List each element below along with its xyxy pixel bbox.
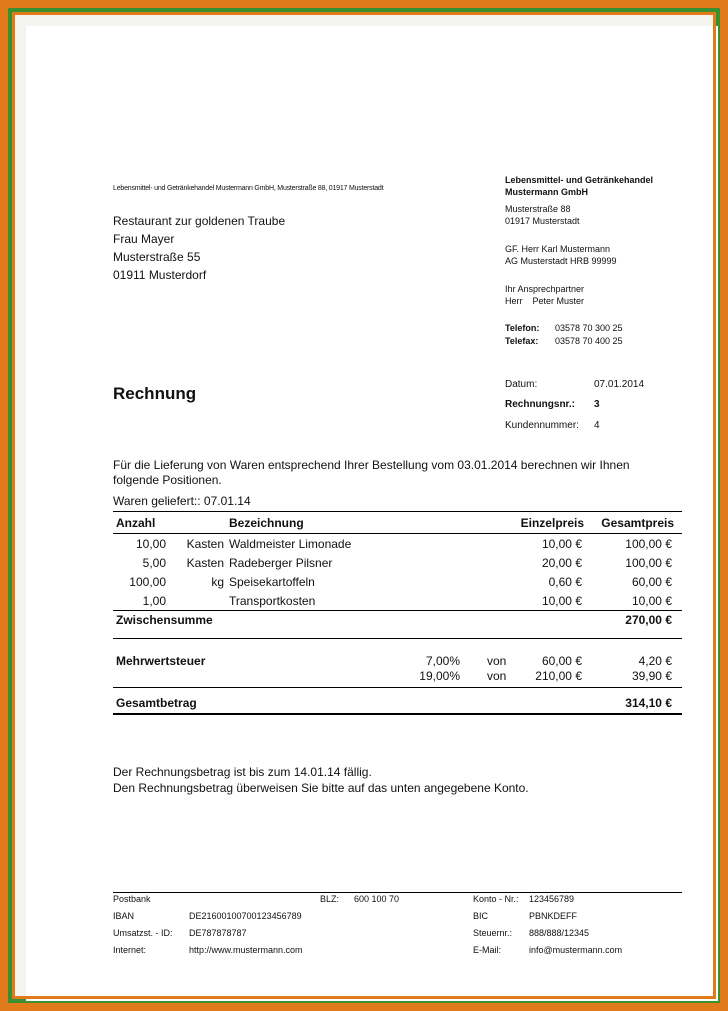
- vat-amount: 39,90 €: [631, 669, 672, 683]
- sender-line: Lebensmittel- und Getränkehandel Mustermann GmbH, Musterstraße 88, 01917 Musterstadt: [113, 185, 384, 192]
- row-unit: Kasten: [186, 556, 224, 570]
- vat-rate: 7,00%: [425, 654, 460, 668]
- contact-label: Ihr Ansprechpartner: [505, 284, 585, 294]
- iban-value: DE21600100700123456789: [189, 911, 302, 921]
- grand-total-double-line: [113, 713, 682, 715]
- invoice-number-value: 3: [594, 399, 600, 410]
- footer-line: [113, 892, 682, 893]
- grand-total-line: [113, 687, 682, 688]
- company-name: Lebensmittel- und Getränkehandel: [505, 175, 654, 185]
- tax-number-label: Steuernr.:: [473, 928, 513, 938]
- bank-name: Postbank: [113, 894, 151, 904]
- row-qty: 1,00: [142, 594, 166, 608]
- vat-line: [113, 638, 682, 639]
- konto-label: Konto - Nr.:: [473, 894, 519, 904]
- bic-value: PBNKDEFF: [529, 911, 578, 921]
- vat-label: Mehrwertsteuer: [116, 654, 206, 668]
- bic-label: BIC: [473, 911, 489, 921]
- intro-text: Für die Lieferung von Waren entsprechend Ihrer Bestellung vom 03.01.2014 berechnen wir Ihnen: [113, 458, 630, 472]
- row-qty: 5,00: [142, 556, 166, 570]
- intro-text: folgende Positionen.: [113, 473, 222, 487]
- email-link[interactable]: info@mustermann.com: [529, 945, 623, 955]
- subtotal-label: Zwischensumme: [116, 613, 213, 627]
- company-gf: GF. Herr Karl Mustermann: [505, 244, 611, 254]
- customer-number-value: 4: [594, 420, 600, 431]
- internet-label: Internet:: [113, 945, 147, 955]
- company-name: Mustermann GmbH: [505, 187, 589, 197]
- invoice-number-label: Rechnungsnr.:: [505, 399, 576, 410]
- phone-label: Telefon:: [505, 323, 540, 333]
- header-unit-price: Einzelpreis: [520, 516, 584, 530]
- header-line: [113, 533, 682, 534]
- internet-link[interactable]: http://www.mustermann.com: [189, 945, 303, 955]
- recipient-line: Musterstraße 55: [113, 250, 201, 264]
- email-label: E-Mail:: [473, 945, 502, 955]
- recipient-line: Frau Mayer: [113, 232, 175, 246]
- row-unit-price: 10,00 €: [541, 594, 582, 608]
- invoice-page: [26, 26, 718, 1001]
- vat-id-label: Umsatzst. - ID:: [113, 928, 173, 938]
- row-unit-price: 10,00 €: [541, 537, 582, 551]
- company-street: Musterstraße 88: [505, 204, 571, 214]
- row-description: Waldmeister Limonade: [229, 537, 352, 551]
- vat-von: von: [487, 654, 507, 668]
- row-qty: 10,00: [135, 537, 166, 551]
- delivery-date: Waren geliefert:: 07.01.14: [113, 494, 251, 508]
- tax-number-value: 888/888/12345: [529, 928, 590, 938]
- row-unit-price: 0,60 €: [548, 575, 582, 589]
- fax-value: 03578 70 400 25: [555, 336, 623, 346]
- subtotal-value: 270,00 €: [625, 613, 672, 627]
- row-description: Transportkosten: [229, 594, 316, 608]
- header-qty: Anzahl: [116, 516, 156, 530]
- row-description: Speisekartoffeln: [229, 575, 315, 589]
- company-city: 01917 Musterstadt: [505, 216, 580, 226]
- header-description: Bezeichnung: [229, 516, 304, 530]
- date-value: 07.01.2014: [594, 379, 645, 390]
- transfer-text: Den Rechnungsbetrag überweisen Sie bitte auf das unten angegebene Konto.: [113, 781, 529, 795]
- vat-rate: 19,00%: [419, 669, 460, 683]
- company-ag: AG Musterstadt HRB 99999: [505, 256, 617, 266]
- blz-value: 600 100 70: [354, 894, 400, 904]
- grand-total-value: 314,10 €: [625, 696, 672, 710]
- konto-value: 123456789: [529, 894, 575, 904]
- row-qty: 100,00: [129, 575, 166, 589]
- customer-number-label: Kundennummer:: [505, 420, 579, 431]
- vat-id-value: DE787878787: [189, 928, 247, 938]
- row-total: 100,00 €: [625, 537, 672, 551]
- iban-label: IBAN: [113, 911, 135, 921]
- contact-name: Herr Peter Muster: [505, 296, 585, 306]
- table-top-line: [113, 511, 682, 512]
- date-label: Datum:: [505, 379, 538, 390]
- row-total: 100,00 €: [625, 556, 672, 570]
- grand-total-label: Gesamtbetrag: [116, 696, 197, 710]
- recipient-line: 01911 Musterdorf: [113, 268, 207, 282]
- vat-base: 60,00 €: [541, 654, 582, 668]
- row-unit-price: 20,00 €: [541, 556, 582, 570]
- fax-label: Telefax:: [505, 336, 539, 346]
- row-unit: kg: [211, 575, 224, 589]
- phone-value: 03578 70 300 25: [555, 323, 623, 333]
- vat-base: 210,00 €: [535, 669, 582, 683]
- row-unit: Kasten: [186, 537, 224, 551]
- row-total: 60,00 €: [631, 575, 672, 589]
- recipient-line: Restaurant zur goldenen Traube: [113, 214, 286, 228]
- row-total: 10,00 €: [631, 594, 672, 608]
- due-text: Der Rechnungsbetrag ist bis zum 14.01.14 fällig.: [113, 765, 372, 779]
- vat-von: von: [487, 669, 507, 683]
- header-total: Gesamtpreis: [601, 516, 674, 530]
- subtotal-line: [113, 610, 682, 611]
- vat-amount: 4,20 €: [638, 654, 672, 668]
- document-title: Rechnung: [113, 384, 197, 403]
- row-description: Radeberger Pilsner: [229, 556, 333, 570]
- blz-label: BLZ:: [320, 894, 340, 904]
